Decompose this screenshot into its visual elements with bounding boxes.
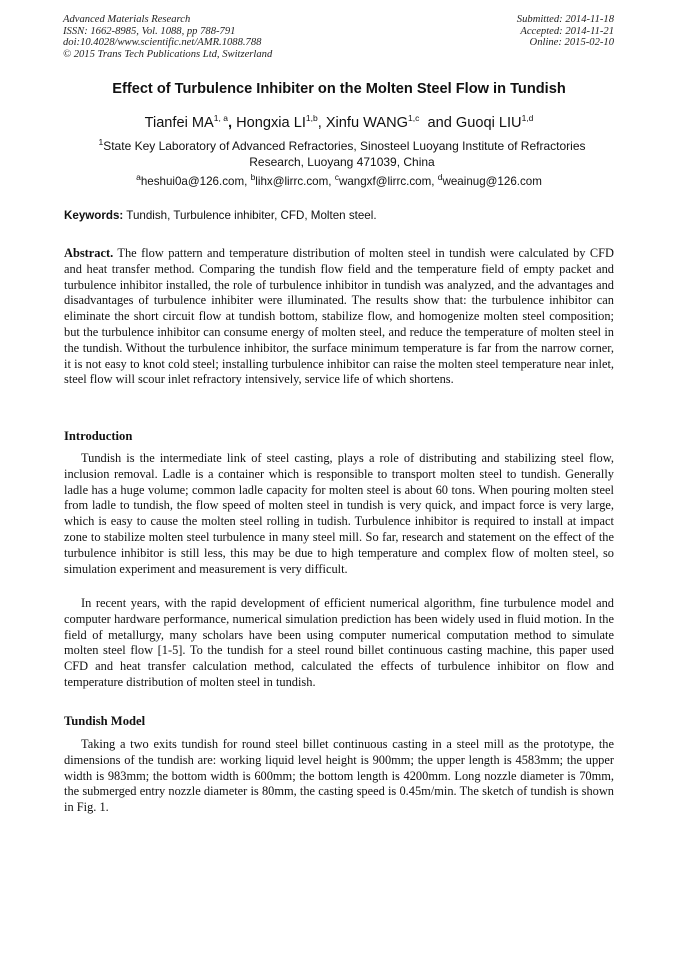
doi: doi:10.4028/www.scientific.net/AMR.1088.788	[63, 37, 262, 49]
email-address[interactable]: wangxf@lirrc.com	[338, 175, 432, 188]
tundish-model-heading: Tundish Model	[64, 714, 146, 728]
journal-header	[63, 14, 272, 60]
introduction-paragraph-2: In recent years, with the rapid development of efficient numerical algorithm, fine turbulence model and computer hardware performance, numerical simulation prediction has been widely used in fluid motion. In the field of metallurgy, many scholars have been using computer numerical computation method to simulate molten steel flow [1-5]. To the tundish for a steel round billet continuous casting machine, this paper used CFD and heat transfer calculation method, calculated the effects of turbulence inhibitor on flow and temperature distribution of molten steel in tundish.	[64, 596, 614, 689]
email-address[interactable]: heshui0a@126.com	[140, 175, 245, 188]
online-date: Online: 2015-02-10	[529, 37, 614, 49]
affiliation-text: State Key Laboratory of Advanced Refractories, Sinosteel Luoyang Institute of Refractories Research, Luoyang 471039, China	[103, 139, 586, 169]
dates-header	[517, 14, 614, 49]
issn: ISSN: 1662-8985, Vol. 1088, pp 788-791	[63, 25, 236, 37]
author-sup: 1,d	[521, 113, 534, 124]
copyright: © 2015 Trans Tech Publications Ltd, Switzerland	[63, 48, 273, 60]
author-name: Tianfei MA	[144, 115, 214, 131]
email-sup: c	[334, 172, 339, 183]
email-address[interactable]: weainug@126.com	[442, 175, 542, 188]
author-sup: 1,b	[305, 113, 318, 124]
author-sup: 1, a	[213, 113, 228, 124]
abstract	[64, 246, 614, 388]
journal-name: Advanced Materials Research	[63, 14, 191, 25]
email-sup: a	[136, 172, 141, 183]
paper-title: Effect of Turbulence Inhibiter on the Molten Steel Flow in Tundish	[112, 81, 566, 97]
abstract-label: Abstract.	[64, 246, 114, 260]
email-sup: d	[437, 172, 443, 183]
keywords-text: Tundish, Turbulence inhibiter, CFD, Molten steel.	[126, 209, 377, 222]
author-name: Xinfu WANG	[325, 115, 409, 131]
author-name: Guoqi LIU	[455, 115, 522, 131]
keywords-label: Keywords:	[64, 209, 124, 222]
email-address[interactable]: lihx@lirrc.com	[255, 175, 329, 188]
accepted-date: Accepted: 2014-11-21	[520, 25, 614, 37]
keywords	[64, 209, 614, 222]
author-sup: 1,c	[408, 113, 420, 124]
author-list: Tianfei MA$^{1, a}$, Hongxia LI$^{1,b}$, Xinfu WANG$^{1,c}$ and Guoqi LIU$^{1,d}$	[144, 113, 534, 131]
abstract-text: The flow pattern and temperature distribution of molten steel in tundish were calculated by CFD and heat transfer method. Comparing the tundish flow field and the temperature field of empty packet and turbulence inhibitor installed, the role of turbulence inhibitor in tundish was analyzed, and the advantages and disadvantages of turbulence inhibiter were illuminated. The results show that: the turbulence inhibitor can eliminate the short circuit flow at tundish bottom, stabilize flow, and homogenize molten steel composition; but the turbulence inhibitor can consume energy of molten steel, and reduce the temperature of molten steel in the tundish. Without the turbulence inhibitor, the surface minimum temperature is far from the narrow corner, it is not easy to knot cold steel; installing turbulence inhibitor can raise the molten steel temperature near inlet, steel flow will scour inlet refractory intensively, service life of which shortens.	[64, 246, 614, 387]
tundish-model-paragraph: Taking a two exits tundish for round steel billet continuous casting in a steel mill as the prototype, the dimensions of the tundish are: working liquid level height is 900mm; the upper length is 4583mm; the upper width is 983mm; the bottom width is 600mm; the bottom length is 4200mm. Long nozzle diameter is 70mm, the submerged entry nozzle diameter is 80mm, the casting speed is 0.45m/min. The sketch of tundish is shown in Fig. 1.	[64, 737, 614, 815]
email-sup: b	[250, 172, 256, 183]
submitted-date: Submitted: 2014-11-18	[516, 14, 614, 25]
affiliation-sup: 1	[98, 137, 104, 147]
introduction-heading: Introduction	[64, 429, 133, 443]
introduction-paragraph-1: Tundish is the intermediate link of steel casting, plays a role of distributing and stabilizing steel flow, inclusion removal. Ladle is a container which is responsible to transport molten steel to tundish. Generally ladle has a huge volume; common ladle capacity for molten steel is about 60 tons. When pouring molten steel from ladle to tundish, the flow speed of molten steel in tundish is very quick, and impact force is very large, which is easy to cause the molten steel rolling in tudish. Turbulence inhibitor is required to install at impact zone to stabilize molten steel turbulence in many steel mill. So far, research and statement on the effect of the turbulence inhibitor is still less, this may be due to high temperature and complex flow of molten steel, so simulation experiment and measurement is very difficult.	[64, 451, 614, 576]
email-list: $^a$heshui0a@126.com, $^b$lihx@lirrc.com, $^c$wangxf@lirrc.com, $^d$weainug@126.com	[136, 172, 542, 188]
affiliation	[82, 139, 602, 170]
author-name: Hongxia LI	[236, 115, 306, 131]
